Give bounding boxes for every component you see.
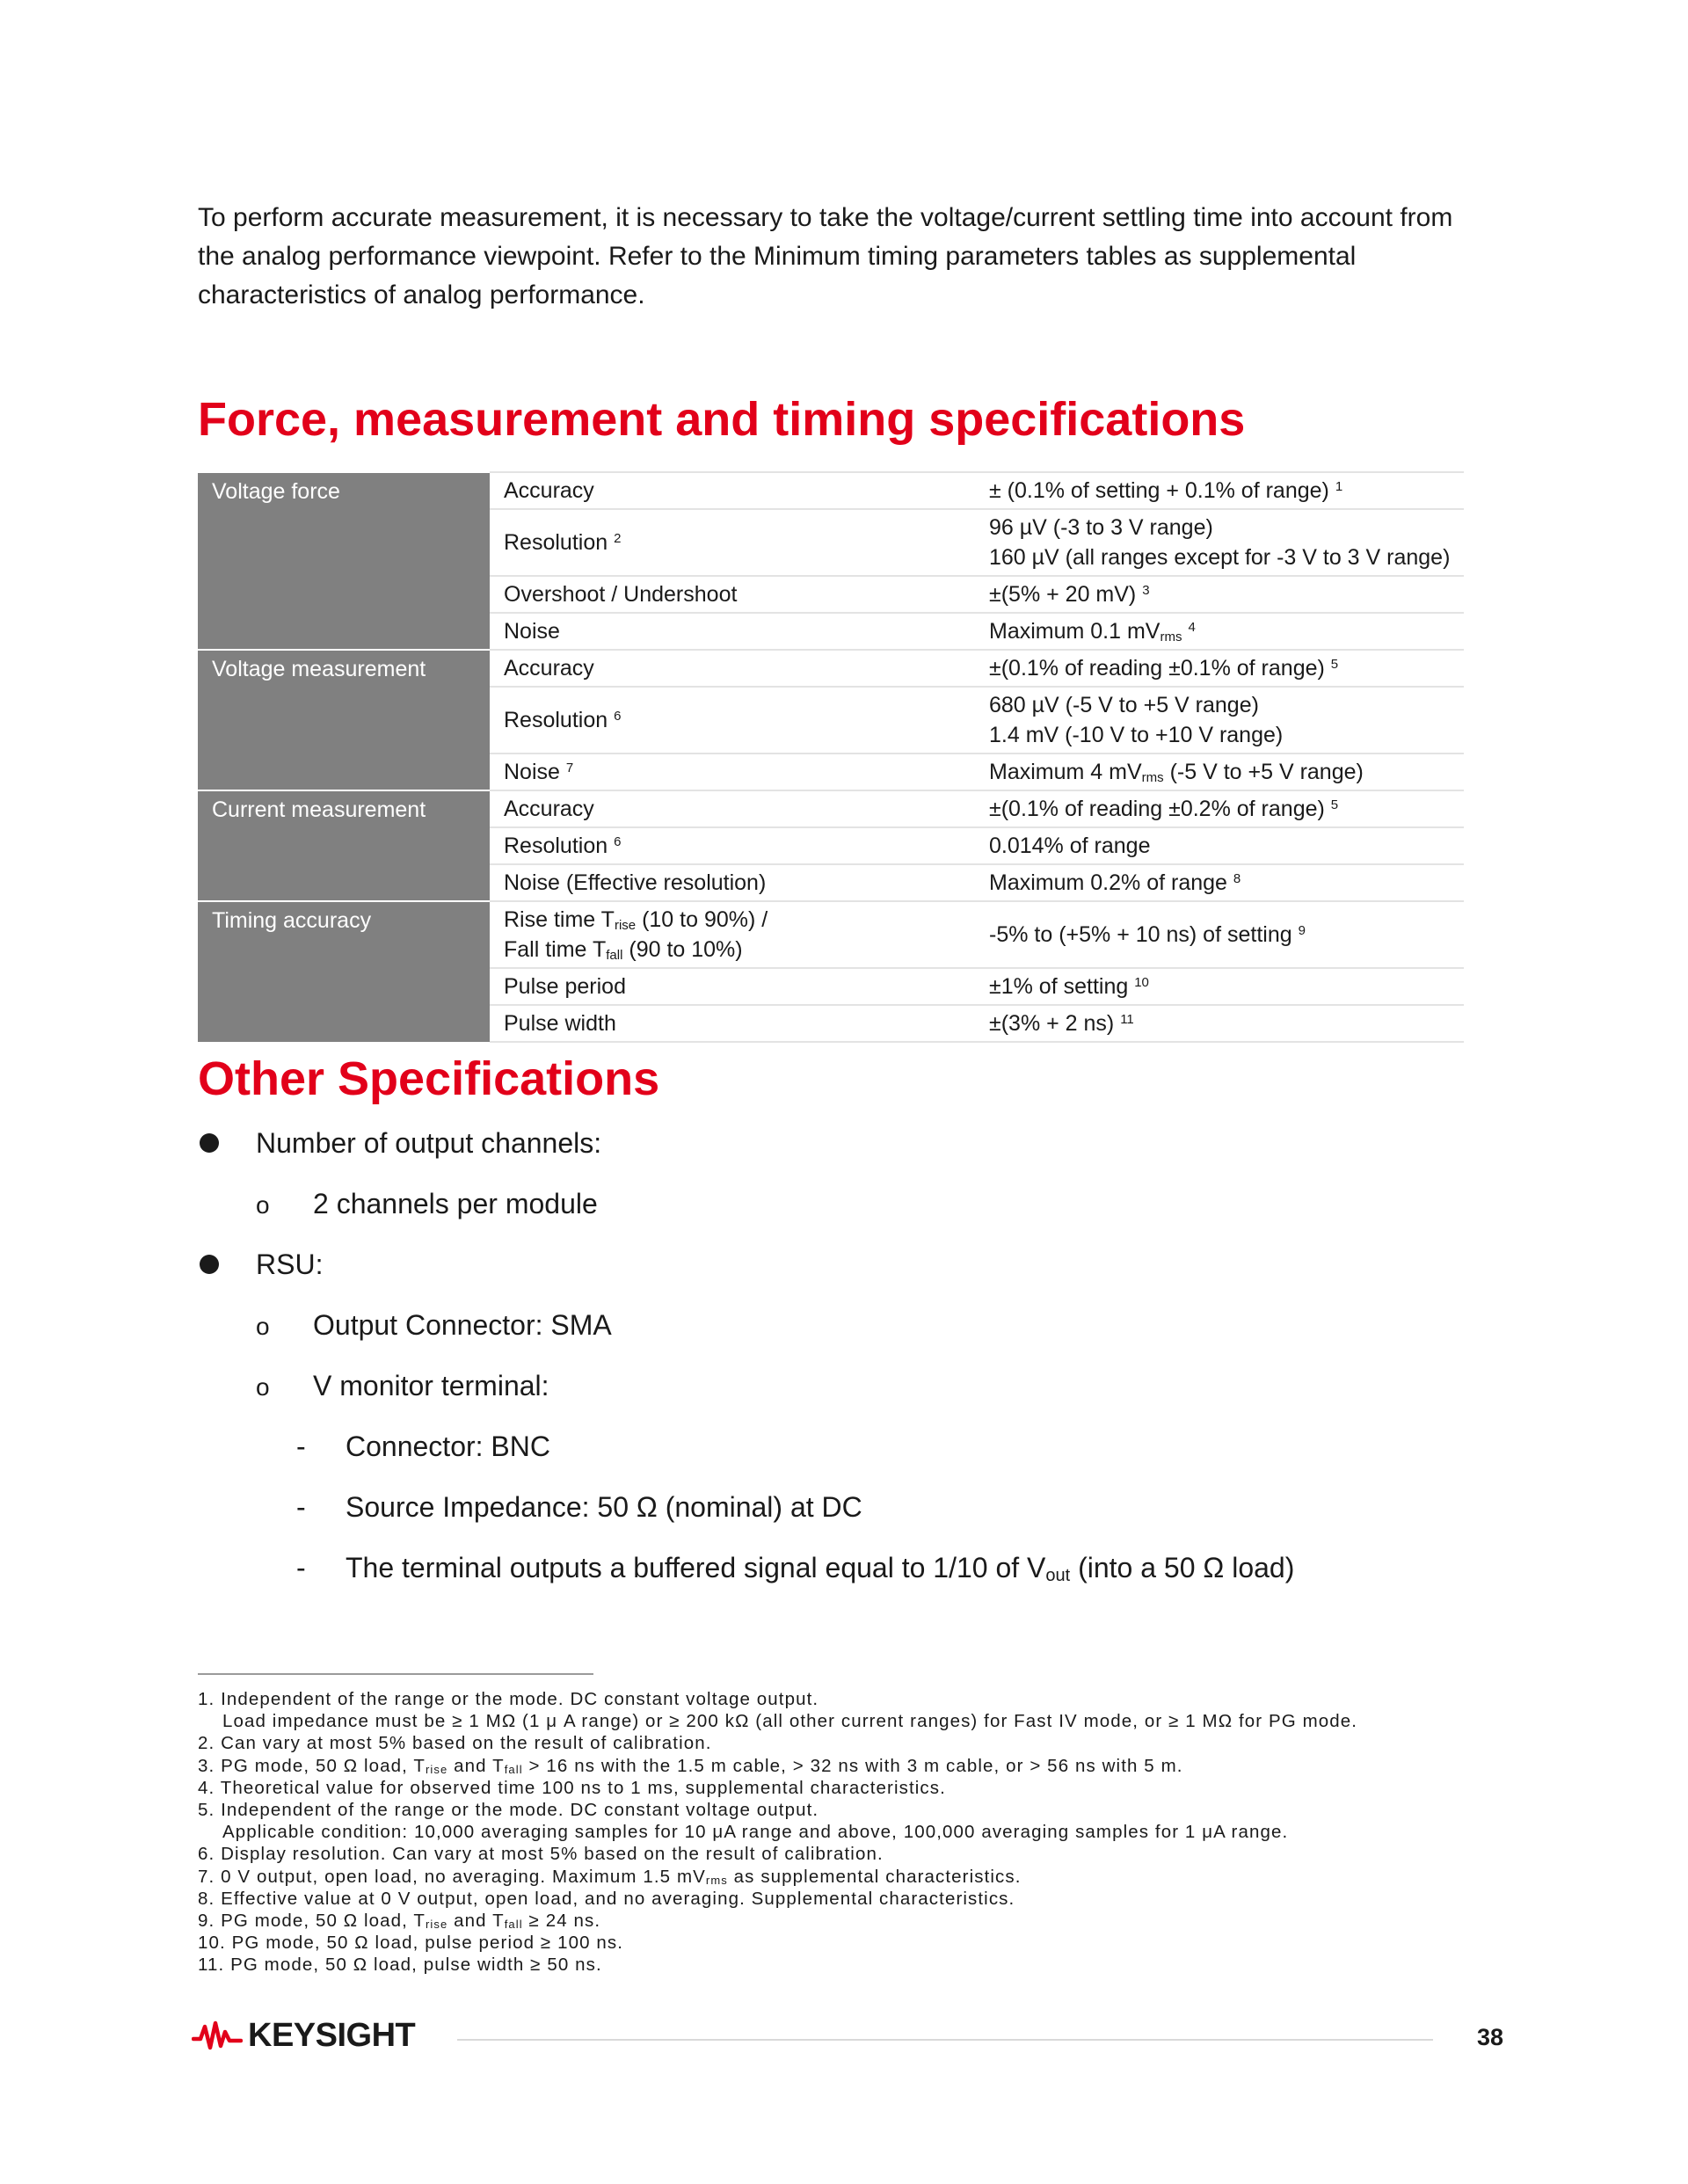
- list-item: o 2 channels per module: [198, 1186, 1517, 1247]
- keysight-wave-icon: [192, 2018, 243, 2053]
- specs-list: [198, 1125, 1517, 1611]
- param-cell: Accuracy: [490, 650, 975, 687]
- footnote: 7. 0 V output, open load, no averaging. Maximum 1.5 $mV_{rms}$ as supplemental characteristics.: [198, 1866, 1022, 1887]
- table-row: [198, 472, 1464, 509]
- footnote: 5. Independent of the range or the mode. DC constant voltage output. Applicable condition: 10,000 averaging samples for 10 μA range and above, 100,000 averaging samples for 1 μA range.: [198, 1800, 1289, 1843]
- footnote-ref: 6: [614, 834, 622, 849]
- bullet-dash-icon: -: [296, 1431, 306, 1462]
- value-cell: ±(0.1% of reading ±0.2% of range) $^5$: [975, 790, 1464, 827]
- table-row: [198, 650, 1464, 687]
- footer-divider: [457, 2039, 1433, 2041]
- spec-table: [198, 471, 1464, 1043]
- bullet-circle-icon: o: [256, 1313, 270, 1340]
- value-cell: ±(0.1% of reading ±0.1% of range) $^5$: [975, 650, 1464, 687]
- footnote: 11. PG mode, 50 Ω load, pulse width ≥ 50 ns.: [198, 1955, 602, 1976]
- footnote-ref: 8: [1233, 871, 1241, 886]
- param-cell: Resolution $^2$: [490, 509, 975, 576]
- value-cell: Maximum 4 $mV_{rms}$ (-5 V to +5 V range): [975, 753, 1464, 790]
- value-cell: 96 µV (-3 to 3 V range) 160 µV (all ranges except for -3 V to 3 V range): [975, 509, 1464, 576]
- footnote-ref: 11: [1120, 1012, 1134, 1027]
- param-cell: Noise (Effective resolution): [490, 864, 975, 901]
- value-cell: 680 µV (-5 V to +5 V range) 1.4 mV (-10 V to +10 V range): [975, 687, 1464, 753]
- list-item: o Output Connector: SMA: [198, 1307, 1517, 1368]
- footnote-ref: 7: [565, 761, 574, 775]
- footnote-ref: 3: [1142, 583, 1150, 598]
- list-item: o V monitor terminal:: [198, 1368, 1517, 1429]
- section-title-force: Force, measurement and timing specifications: [198, 393, 1246, 446]
- list-item: - Source Impedance: 50 Ω (nominal) at DC: [296, 1491, 862, 1523]
- footnotes: [198, 1688, 1569, 1977]
- value-cell: ±(3% + 2 ns) $^{11}$: [975, 1005, 1464, 1042]
- value-cell: Maximum 0.1 $mV_{rms}$ $^4$: [975, 613, 1464, 650]
- footnote: 4. Theoretical value for observed time 100 ns to 1 ms, supplemental characteristics.: [198, 1777, 946, 1798]
- footnote: 3. PG mode, 50 Ω load, $T_{rise}$ and $T_{fall} > 16$ ns with the 1.5 m cable, > 32 ns with 3 m cable, or > 56 ns with 5 m.: [198, 1755, 1183, 1776]
- bullet-circle-icon: o: [256, 1191, 270, 1219]
- footnote-ref: 1: [1335, 479, 1343, 494]
- param-cell: Noise $^7$: [490, 753, 975, 790]
- brand-name: KEYSIGHT: [248, 2016, 416, 2054]
- value-cell: ± (0.1% of setting + 0.1% of range) $^1$: [975, 472, 1464, 509]
- footnote-ref: 6: [614, 709, 622, 724]
- list-item: RSU:: [198, 1247, 1517, 1307]
- list-item: Number of output channels:: [198, 1125, 1517, 1186]
- value-cell: Maximum 0.2% of range $^8$: [975, 864, 1464, 901]
- bullet-dash-icon: -: [296, 1491, 306, 1523]
- footnote-ref: 10: [1134, 975, 1149, 990]
- category-cell: Timing accuracy: [198, 901, 490, 1042]
- param-cell: Resolution $^6$: [490, 827, 975, 864]
- footnote: 9. PG mode, 50 Ω load, $T_{rise}$ and $T_{fall} \ge 24$ ns.: [198, 1911, 601, 1932]
- bullet-dot-icon: [200, 1255, 219, 1274]
- bullet-dot-icon: [200, 1133, 219, 1153]
- param-cell: Pulse period: [490, 968, 975, 1005]
- footnote-ref: 9: [1298, 923, 1306, 938]
- param-cell: Overshoot / Undershoot: [490, 576, 975, 613]
- footnote: 6. Display resolution. Can vary at most 5% based on the result of calibration.: [198, 1844, 884, 1865]
- category-cell: Voltage measurement: [198, 650, 490, 790]
- param-cell: Pulse width: [490, 1005, 975, 1042]
- section-title-other: Other Specifications: [198, 1052, 660, 1105]
- footnote: 10. PG mode, 50 Ω load, pulse period ≥ 100 ns.: [198, 1933, 624, 1954]
- footnote: 8. Effective value at 0 V output, open load, and no averaging. Supplemental characteristics.: [198, 1888, 1015, 1909]
- param-cell: Rise time $T_{rise}$ (10 to 90%) / Fall time $T_{fall}$ (90 to 10%): [490, 901, 975, 968]
- bullet-circle-icon: o: [256, 1373, 270, 1401]
- value-cell: ±(5% + 20 mV) $^3$: [975, 576, 1464, 613]
- category-cell: Voltage force: [198, 472, 490, 650]
- value-cell: 0.014% of range: [975, 827, 1464, 864]
- keysight-logo: [192, 2018, 415, 2053]
- category-cell: Current measurement: [198, 790, 490, 901]
- footnote-ref: 5: [1330, 657, 1339, 672]
- param-cell: Accuracy: [490, 790, 975, 827]
- table-row: [198, 901, 1464, 968]
- list-item: - The terminal outputs a buffered signal equal to 1/10 of $V_{out}$ (into a 50 Ω load): [296, 1552, 1295, 1585]
- intro-paragraph: To perform accurate measurement, it is necessary to take the voltage/current settling time into account from the analog performance viewpoint. Refer to the Minimum timing parameters tables as supplemental characteristics of analog performance.: [198, 203, 1453, 309]
- param-cell: Accuracy: [490, 472, 975, 509]
- param-cell: Noise: [490, 613, 975, 650]
- footnote-divider: [198, 1673, 593, 1675]
- bullet-dash-icon: -: [296, 1552, 306, 1583]
- footnote-ref: 5: [1330, 797, 1339, 812]
- footnote-ref: 4: [1188, 620, 1196, 635]
- page-number: 38: [1477, 2024, 1504, 2050]
- value-cell: -5% to (+5% + 10 ns) of setting $^9$: [975, 901, 1464, 968]
- footnote-ref: 2: [614, 531, 622, 546]
- list-item: - Connector: BNC: [296, 1431, 550, 1462]
- footnote: 1. Independent of the range or the mode. DC constant voltage output. Load impedance must be ≥ 1 MΩ (1 μ A range) or ≥ 200 kΩ (all other current ranges) for Fast IV mode, or ≥ 1 MΩ for PG mode.: [198, 1689, 1358, 1732]
- table-row: [198, 790, 1464, 827]
- footnote: 2. Can vary at most 5% based on the result of calibration.: [198, 1733, 712, 1754]
- param-cell: Resolution $^6$: [490, 687, 975, 753]
- value-cell: ±1% of setting $^{10}$: [975, 968, 1464, 1005]
